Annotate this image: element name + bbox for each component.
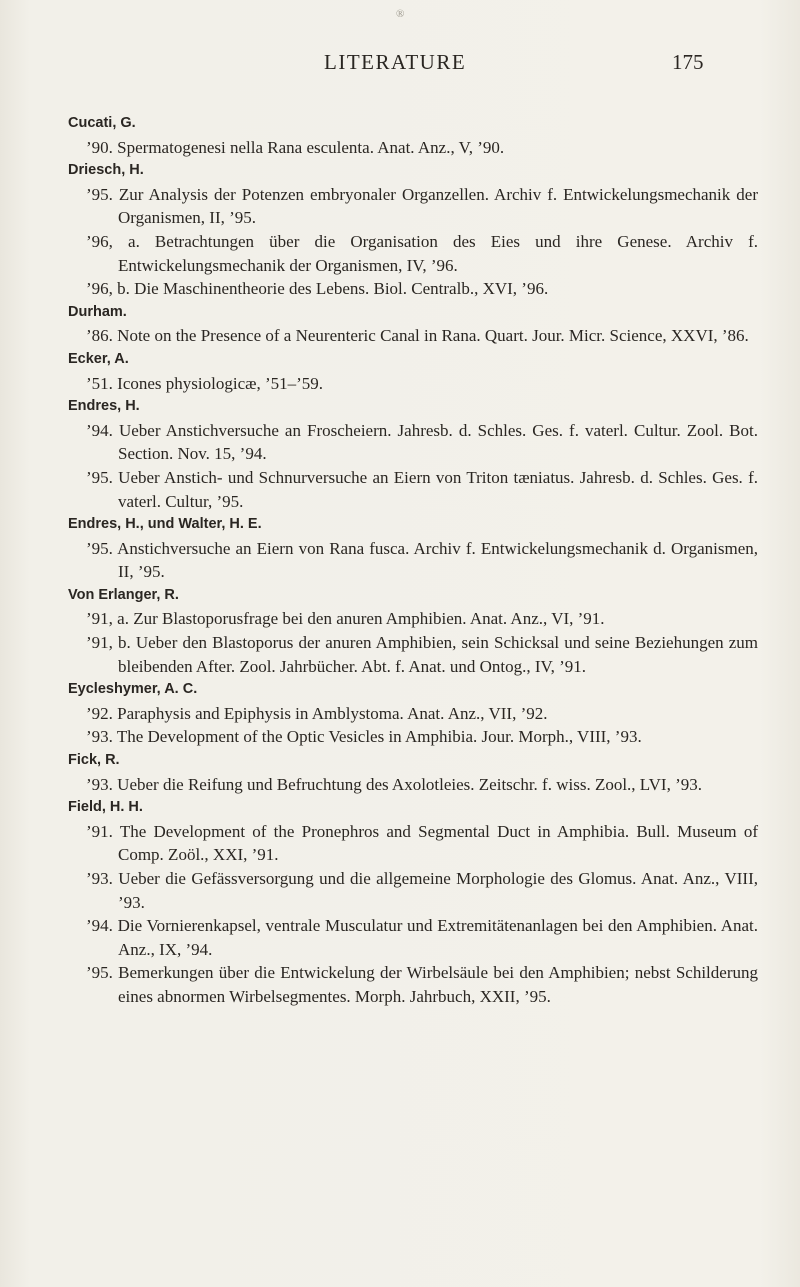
bibliography-entry: [68, 584, 758, 678]
reference-item: ’92. Paraphysis and Epiphysis in Amblystoma. Anat. Anz., VII, ’92.: [86, 703, 548, 723]
bibliography-entry: [68, 749, 758, 796]
reference-item: ’95. Bemerkungen über die Entwickelung der Wirbelsäule bei den Amphibien; nebst Schilderung eines abnormen Wirbelsegmentes. Morph. Jahrbuch, XXII, ’95.: [86, 963, 758, 1006]
reference-item: ’91. The Development of the Pronephros and Segmental Duct in Amphibia. Bull. Museum of Comp. Zoöl., XXI, ’91.: [86, 821, 758, 865]
reference-item: ’95. Anstichversuche an Eiern von Rana fusca. Archiv f. Entwickelungsmechanik d. Organismen, II, ’95.: [86, 538, 758, 582]
entry-author: Endres, H., und Walter, H. E.: [68, 516, 262, 533]
reference-item: ’94. Ueber Anstichversuche an Froscheiern. Jahresb. d. Schles. Ges. f. vaterl. Cultur. Zool. Bot. Section. Nov. 15, ’94.: [86, 420, 758, 464]
reference-item: ’86. Note on the Presence of a Neurenteric Canal in Rana. Quart. Jour. Micr. Science, XXVI, ’86.: [86, 326, 749, 346]
entry-author: Driesch, H.: [68, 162, 144, 179]
entry-author: Von Erlanger, R.: [68, 586, 179, 603]
page-mark: ®: [396, 8, 405, 20]
reference-item: ’90. Spermatogenesi nella Rana esculenta. Anat. Anz., V, ’90.: [86, 137, 505, 157]
reference-item: ’95. Zur Analysis der Potenzen embryonaler Organzellen. Archiv f. Entwickelungsmechanik der Organismen, II, ’95.: [86, 184, 758, 228]
reference-item: ’51. Icones physiologicæ, ’51–’59.: [86, 373, 324, 393]
running-head: LITERATURE: [324, 50, 467, 74]
entry-author: Fick, R.: [68, 752, 120, 769]
reference-item: ’93. Ueber die Reifung und Befruchtung des Axolotleies. Zeitschr. f. wiss. Zool., LVI, ’93.: [86, 774, 702, 794]
bibliography-entry: [68, 348, 758, 395]
entry-author: Ecker, A.: [68, 350, 129, 367]
bibliography-entry: [68, 796, 758, 1008]
reference-item: ’93. Ueber die Gefässversorgung und die allgemeine Morphologie des Glomus. Anat. Anz., VIII, ’93.: [86, 869, 758, 912]
bibliography-entry: [68, 395, 758, 513]
bibliography-entry: [68, 301, 758, 348]
entry-author: Durham.: [68, 303, 127, 320]
bibliography-entry: [68, 678, 758, 749]
reference-item: ’95. Ueber Anstich- und Schnurversuche an Eiern von Triton tæniatus. Jahresb. d. Schles. Ges. f. vaterl. Cultur, ’95.: [86, 467, 758, 511]
page-number: 175: [672, 50, 704, 74]
entry-author: Eycleshymer, A. C.: [68, 681, 198, 698]
bibliography-entry: [68, 112, 758, 159]
reference-item: ’93. The Development of the Optic Vesicles in Amphibia. Jour. Morph., VIII, ’93.: [86, 727, 642, 747]
reference-item: ’91, b. Ueber den Blastoporus der anuren Amphibien, sein Schicksal und seine Beziehungen zum bleibenden After. Zool. Jahrbücher. Abt. f. Anat. und Ontog., IV, ’91.: [86, 633, 758, 676]
entry-author: Cucati, G.: [68, 115, 136, 131]
entry-author: Endres, H.: [68, 398, 140, 415]
reference-item: ’96, b. Die Maschinentheorie des Lebens. Biol. Centralb., XVI, ’96.: [86, 279, 549, 299]
entry-author: Field, H. H.: [68, 799, 143, 816]
reference-item: ’96, a. Betrachtungen über die Organisation des Eies und ihre Genese. Archiv f. Entwickelungsmechanik der Organismen, IV, ’96.: [86, 231, 758, 275]
page-header: [0, 50, 800, 76]
bibliography-entry: [68, 513, 758, 584]
reference-item: ’94. Die Vornierenkapsel, ventrale Musculatur und Extremitätenanlagen bei den Amphibien. Anat. Anz., IX, ’94.: [86, 916, 758, 959]
bibliography-entry: [68, 159, 758, 301]
reference-item: ’91, a. Zur Blastoporusfrage bei den anuren Amphibien. Anat. Anz., VI, ’91.: [86, 609, 605, 629]
bibliography-list: [68, 112, 758, 1009]
